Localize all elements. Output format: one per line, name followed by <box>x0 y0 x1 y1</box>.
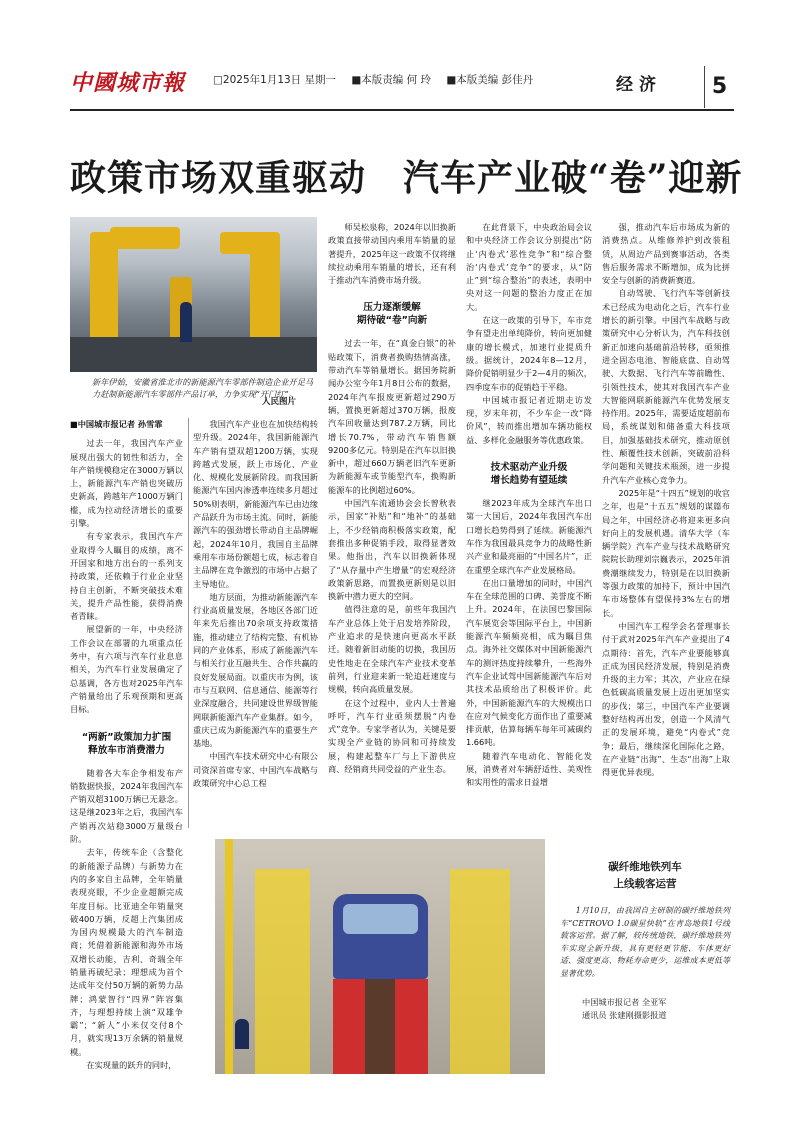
page-designer: ■本版美编 彭佳丹 <box>446 74 534 86</box>
paragraph: 展望新的一年，中央经济工作会议在部署的九项重点任务中，有六项与汽车行业息息相关，为汽车行业发展确定了总基调，各方也对2025年汽车产销量给出了乐观预期和更高目标。 <box>70 624 183 715</box>
masthead <box>70 58 730 108</box>
paragraph: 在实现量的跃升的同时， <box>86 1060 177 1071</box>
paragraph: 自动驾驶、飞行汽车等创新技术已经成为电动化之后，汽车行业增长的新引擎。中国汽车战略与政策研究中心分析认为，汽车科技创新正加速向基础前沿转移，亟须推进全固态电池、智能底盘、自动驾驶、大数据、飞行汽车等前瞻性、引领性技术，使其对我国汽车产业大智能网联新能源汽车优势发展支持作用。2025年，需要适度超前布局，系统谋划和储备重大科技项目，加强基础技术研究，推动原创性、颠覆性技术创新，突破前沿科学问题和关键技术瓶颈，进一步提升汽车产业核心竞争力。 <box>602 288 730 485</box>
subheading-two-new-policy: “两新”政策加力扩围 释放车市消费潜力 <box>81 731 172 756</box>
paragraph: 在出口量增加的同时，中国汽车在全球范围的口碑、美誉度不断上升。2024年，在法国巴黎国际汽车展览会等国际平台上，中国新能源汽车频频亮相，成为瞩目焦点。海外社交媒体对中国新能源汽车的测评热度持续攀升，一些海外汽车企业试驾中国新能源汽车后对其技术品质给出了积极评价。此外，中国新能源汽车的大规模出口在应对气候变化方面作出了重要减排贡献，估算每辆车每年可减碳约1.66吨。 <box>466 577 592 748</box>
paragraph: 继2023年成为全球汽车出口第一大国后，2024年我国汽车出口增长趋势得到了延续。新能源汽车作为我国最具竞争力的战略性新兴产业和最亮丽的“中国名片”，正在重塑全球汽车产业发展格局。 <box>466 498 592 575</box>
paragraph: 强，推动汽车后市场成为新的消费热点。从维修养护到改装租赁，从周边产品到赛事活动，各类售后服务需求不断增加，成为比拼安全与创新的消费新赛道。 <box>602 222 730 286</box>
paragraph: 2025年是“十四五”规划的收官之年，也是“十五五”规划的谋篇布局之年，中国经济必将迎来更多向好向上的发展机遇。清华大学（车辆学院）汽车产业与技术战略研究院院长助理刘宗巍表示，2025年消费潮继续发力，特别是在以旧换新等强力政策的加持下，预计中国汽车市场整体有望保持3%左右的增长。 <box>602 487 730 618</box>
paragraph: 在此背景下，中央政治局会议和中央经济工作会议分别提出“防止‘内卷式’恶性竞争”和“综合整治‘内卷式’竞争”的要求，从“防止”到“综合整治”的表述，表明中央对这一问题的整治力度正在加大。 <box>466 222 592 312</box>
paragraph: 过去一年，我国汽车产业展现出强大的韧性和活力，全年产销规模稳定在3000万辆以上，新能源汽车产销也突破历史新高，跨越年产1000万辆门槛，成为拉动经济增长的重要引擎。 <box>70 438 183 529</box>
paragraph: 中国城市报记者近期走访发现，岁末年初，不少车企一改“降价风”，转而推出增加车辆功能权益、多样化金融服务等优惠政策。 <box>466 394 592 445</box>
issue-date: □2025年1月13日 星期一 <box>213 74 337 86</box>
issue-meta <box>213 72 545 87</box>
article-byline: ■中国城市报记者 孙雪霏 <box>70 419 163 429</box>
paragraph: 值得注意的是，前些年我国汽车产业总体上处于启发培养阶段，产业追求的是快速向更高水平跃迁。随着新旧动能的切换，我国历史性地走在全球汽车产业技术变革前列，行业迎来新一轮追赶速度与规模，转向高质量发展。 <box>328 604 456 695</box>
paragraph: 中国汽车工程学会名誉理事长付于武对2025年汽车产业提出了4点期待：首先，汽车产业要能够真正成为国民经济发展，特别是消费升级的主力军；其次，产业应在绿色低碳高质量发展上迈出更加坚实的步伐；第三，中国汽车产业要调整好结构再出发，创造一个风清气正的发展环境，避免“内卷式”竞争；最后，继续深化国际化之路，在产业链“出海”、生态“出海”上取得更优异表现。 <box>602 620 730 778</box>
page-number: 5 <box>704 66 734 108</box>
paragraph: 中国汽车技术研究中心有限公司资深首席专家、中国汽车战略与政策研究中心总工程 <box>193 751 318 789</box>
factory-photo <box>70 217 317 372</box>
paragraph: 地方层面，为推动新能源汽车行业高质量发展，各地区各部门近年来先后推出70余项支持政策措施，推动建立了结构完整、有机协同的产业体系，形成了新能源汽车与相关行业互融共生、合作共赢的良好发展局面。以重庆市为例，该市与互联网、信息通信、能源等行业深度融合，共同建设世界级智能网联新能源汽车产业集群。如今，重庆已成为新能源汽车的重要生产基地。 <box>193 591 318 749</box>
paragraph: 中国汽车流通协会会长曾秋表示，国家“补贴”和“地补”的基础上，不少经销商积极落实政策，配套推出多种促销手段，取得显著效果。他指出，汽车以旧换新体现了“从存量中产生增量”的宏观经济政策新思路，而置换更新则是以旧换新中潜力更大的空间。 <box>328 498 456 602</box>
metro-train-photo <box>215 839 545 1074</box>
article-column-4 <box>466 221 592 831</box>
paragraph: 随着各大车企争相发布产销数据快报，2024年我国汽车产销双超3100万辆已无悬念。这是继2023年之后，我国汽车产销再次站稳3000万量级台阶。 <box>70 767 183 845</box>
newspaper-logo: 中國城市報 <box>70 70 186 96</box>
paragraph: 过去一年，在“真金白银”的补贴政策下，消费者换购热情高涨，带动汽车等销量增长。据国务院新闻办公室今年1月8日公布的数据，2024年汽车报废更新超过290万辆，置换更新超过370万辆，报废汽车回收量达到787.2万辆，同比增长70.7%，带动汽车销售额9200多亿元。特别是在汽车以旧换新中，超过660万辆老旧汽车更新为新能源车或节能型汽车，换购新能源车的比例超过60%。 <box>328 338 456 495</box>
page-headline: 政策市场双重驱动 汽车产业破“卷”迎新 <box>70 157 743 199</box>
paragraph: 在这一政策的引导下，车市竞争有望走出单纯降价，转向更加健康的增长模式，加速行业提质升级。据统计，2024年8—12月，降价促销明显少于2—4月的频次，四季度车市的促销趋于平稳。 <box>466 315 592 392</box>
article-column-2 <box>193 418 318 834</box>
subheading-pressure-relief: 压力逐渐缓解 期待破“卷”向新 <box>356 302 428 327</box>
metro-photo-caption-box <box>560 839 730 1074</box>
reporter-credit: 中国城市报记者 全亚军 <box>582 997 667 1007</box>
metro-photo-caption: 1月10日，由我国自主研制的碳纤维地铁列车“CETROVO 1.0碳星快轨”在青岛地铁1号线载客运营。据了解，较传统地铁，碳纤维地铁列车实现全新升级，具有更轻更节能、车体更好适、强度更高、物耗寿命更少，运维成本更低等显著优势。 <box>560 906 730 978</box>
paragraph: 去年，传统车企（含整化的新能源子品牌）与新势力在内的多家自主品牌，全年销量表现亮眼，不少企业超额完成年度目标。比亚迪全年销量突破400万辆，反超上汽集团成为国内规模最大的汽车制造商；凭借着新能源和海外市场双增长动能，吉利、奇瑞全年销量再破纪录；理想成为首个达成年交付50万辆的新势力品牌；鸿蒙智行“四界”阵容集齐，与理想持续上演“双雄争霸”；“新人”小米仅交付8个月，就实现13万余辆的销量规模。 <box>70 847 183 1057</box>
factory-photo-credit: 人民图片 <box>262 397 297 407</box>
correspondent-credit: 通讯员 张建刚摄影报道 <box>582 1010 667 1020</box>
subheading-tech-driven: 技术驱动产业升级 增长趋势有望延续 <box>490 462 568 487</box>
article-column-5 <box>602 221 730 831</box>
metro-photo-credit <box>560 996 730 1022</box>
paragraph: 师吴松泉称，2024年以旧换新政策直接带动国内乘用车销量的显著提升，2025年这一政策不仅将继续拉动乘用车销量的增长，还有利于推动汽车消费市场升级。 <box>328 222 456 286</box>
header-rule <box>70 109 734 111</box>
paragraph: 随着汽车电动化、智能化发展，消费者对车辆舒适性、美观性和实用性的需求日益增 <box>466 750 592 788</box>
factory-photo-caption: 新年伊始，安徽省淮北市的新能源汽车零部件制造企业开足马力赶制新能源汽车零部件产品订单，力争实现“开门红”。 <box>92 377 314 399</box>
paragraph: 在这个过程中，业内人士普遍呼吁，汽车行业亟须摆脱“内卷式”竞争。专家学者认为，关键是要实现全产业链的协同和可持续发展，构建起整车厂与上下游供应商、经销商共同受益的产业生态。 <box>328 697 456 774</box>
section-name: 经济 <box>616 75 662 95</box>
article-column-1 <box>70 418 183 1088</box>
paragraph: 我国汽车产业也在加快结构转型升级。2024年，我国新能源汽车产销有望双超1200万辆，实现跨越式发展，跃上市场化、产业化、规模化发展新阶段。而我国新能源汽车国内渗透率连续多月超过50%则表明，新能源汽车已由边缘产品跃升为市场主流。同时，新能源汽车的强劲增长带动自主品牌崛起，2024年10月，我国自主品牌乘用车市场份额超七成，标志着自主品牌在竞争激烈的市场中占据了主导地位。 <box>193 419 318 589</box>
metro-photo-title: 碳纤维地铁列车 上线载客运营 <box>608 861 682 890</box>
article-column-3 <box>328 221 456 831</box>
page-editor: ■本版责编 何 玲 <box>351 74 431 86</box>
paragraph: 有专家表示，我国汽车产业取得今人瞩目的成绩，离不开国家和地方出台的一系列支持政策，还依赖于行业企业坚持自主创新，不断突破技术难关，提升产品性能，获得消费者青睐。 <box>70 531 183 622</box>
